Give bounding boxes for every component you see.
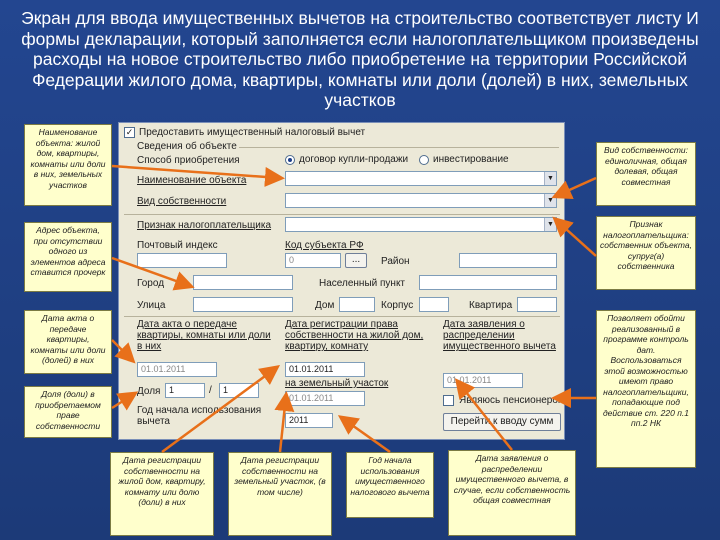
postal-index-label: Почтовый индекс bbox=[137, 240, 218, 251]
taxpayer-sign-label: Признак налогоплательщика bbox=[137, 220, 272, 231]
chevron-down-icon[interactable]: ▼ bbox=[544, 194, 556, 207]
share-slash: / bbox=[209, 385, 212, 396]
slide-title: Экран для ввода имущественных вычетов на строительство соответствует листу И формы декларации, который заполняется если налогоплательщиком произведены расходы на новое строительство либо приобретение на территории Российской Федерации жилого дома, квартиры, комнаты или доли (долей) в них, земельных участков bbox=[21, 8, 699, 110]
deduction-form bbox=[118, 122, 565, 440]
share-numerator-input[interactable]: 1 bbox=[165, 383, 205, 398]
callout-allows: Позволяет обойти реализованный в программе контроль дат. Воспользоваться этой возможностью имеют право налогоплательщики, попадающие под действие ст. 220 п.1 пп.2 НК bbox=[596, 310, 696, 468]
callout-reg-land: Дата регистрации собственности на земельный участок, (в том числе) bbox=[228, 452, 332, 536]
start-year-label: Год начала использования вычета bbox=[137, 405, 262, 427]
apartment-input[interactable] bbox=[517, 297, 557, 312]
share-denominator-input[interactable]: 1 bbox=[219, 383, 259, 398]
object-name-select[interactable] bbox=[285, 171, 557, 186]
callout-ownership: Вид собственности: единоличная, общая долевая, общая совместная bbox=[596, 142, 696, 206]
method-radio-purchase[interactable] bbox=[285, 155, 295, 165]
callout-address: Адрес объекта, при отсутствии одного из элементов адреса ставится прочерк bbox=[24, 222, 112, 292]
method-label: Способ приобретения bbox=[137, 155, 240, 166]
city-input[interactable] bbox=[193, 275, 293, 290]
land-reg-label: на земельный участок bbox=[285, 378, 389, 389]
chevron-down-icon[interactable]: ▼ bbox=[544, 218, 556, 231]
building-input[interactable] bbox=[419, 297, 449, 312]
chevron-down-icon[interactable]: ▼ bbox=[544, 172, 556, 185]
callout-taxpayer: Признак налогоплательщика: собственник объекта, супруг(а) собственника bbox=[596, 216, 696, 290]
transfer-date-input[interactable]: 01.01.2011 bbox=[137, 362, 217, 377]
reg-date-input[interactable]: 01.01.2011 bbox=[285, 362, 365, 377]
method-purchase-label: договор купли-продажи bbox=[299, 154, 409, 165]
section-divider bbox=[239, 147, 559, 148]
provide-deduction-label: Предоставить имущественный налоговый вычет bbox=[139, 127, 366, 138]
region-picker-button[interactable]: ... bbox=[345, 253, 367, 268]
street-input[interactable] bbox=[193, 297, 293, 312]
callout-year-start: Год начала использования имущественного налогового вычета bbox=[346, 452, 434, 518]
pensioner-label: Являюсь пенсионером bbox=[459, 395, 565, 406]
ownership-label: Вид собственности bbox=[137, 196, 227, 207]
provide-deduction-checkbox[interactable]: ✓ bbox=[125, 127, 134, 137]
claim-date-input[interactable]: 01.01.2011 bbox=[443, 373, 523, 388]
apartment-label: Квартира bbox=[469, 300, 513, 311]
building-label: Корпус bbox=[381, 300, 414, 311]
callout-transfer-date: Дата акта о передаче квартиры, комнаты или доли (долей) в них bbox=[24, 310, 112, 374]
house-label: Дом bbox=[315, 300, 335, 311]
house-input[interactable] bbox=[339, 297, 375, 312]
district-label: Район bbox=[381, 256, 410, 267]
method-investment-label: инвестирование bbox=[433, 154, 509, 165]
postal-index-input[interactable] bbox=[137, 253, 227, 268]
pensioner-checkbox[interactable] bbox=[443, 395, 454, 406]
claim-date-label: Дата заявления о распределении имущественного вычета bbox=[443, 319, 556, 352]
divider bbox=[124, 214, 560, 215]
region-code-label: Код субъекта РФ bbox=[285, 240, 364, 251]
region-code-input[interactable]: 0 bbox=[285, 253, 341, 268]
ownership-select[interactable] bbox=[285, 193, 557, 208]
object-section-label: Сведения об объекте bbox=[137, 141, 237, 152]
callout-object-name: Наименование объекта: жилой дом, квартиры, комнаты или доли в них, земельных участков bbox=[24, 124, 112, 206]
method-radio-investment[interactable] bbox=[419, 155, 429, 165]
callout-share: Доля (доли) в приобретаемом праве собственности bbox=[24, 386, 112, 438]
transfer-date-label: Дата акта о передаче квартиры, комнаты или доли в них bbox=[137, 319, 271, 352]
object-name-label: Наименование объекта bbox=[137, 175, 247, 186]
callout-reg-home: Дата регистрации собственности на жилой дом, квартиру, комнату или долю (доли) в них bbox=[110, 452, 214, 536]
start-year-input[interactable]: 2011 bbox=[285, 413, 333, 428]
street-label: Улица bbox=[137, 300, 166, 311]
city-label: Город bbox=[137, 278, 165, 289]
district-input[interactable] bbox=[459, 253, 557, 268]
callout-claim-date: Дата заявления о распределении имущественного вычета, в случае, если собственность общая совместная bbox=[448, 450, 576, 536]
share-label: Доля bbox=[137, 386, 161, 397]
goto-sums-button[interactable]: Перейти к вводу сумм bbox=[443, 413, 561, 431]
reg-date-label: Дата регистрации права собственности на жилой дом, квартиру, комнату bbox=[285, 319, 424, 352]
divider bbox=[124, 316, 560, 317]
taxpayer-sign-select[interactable] bbox=[285, 217, 557, 232]
locality-label: Населенный пункт bbox=[319, 278, 406, 289]
locality-input[interactable] bbox=[419, 275, 557, 290]
land-reg-date-input[interactable]: 01.01.2011 bbox=[285, 391, 365, 406]
